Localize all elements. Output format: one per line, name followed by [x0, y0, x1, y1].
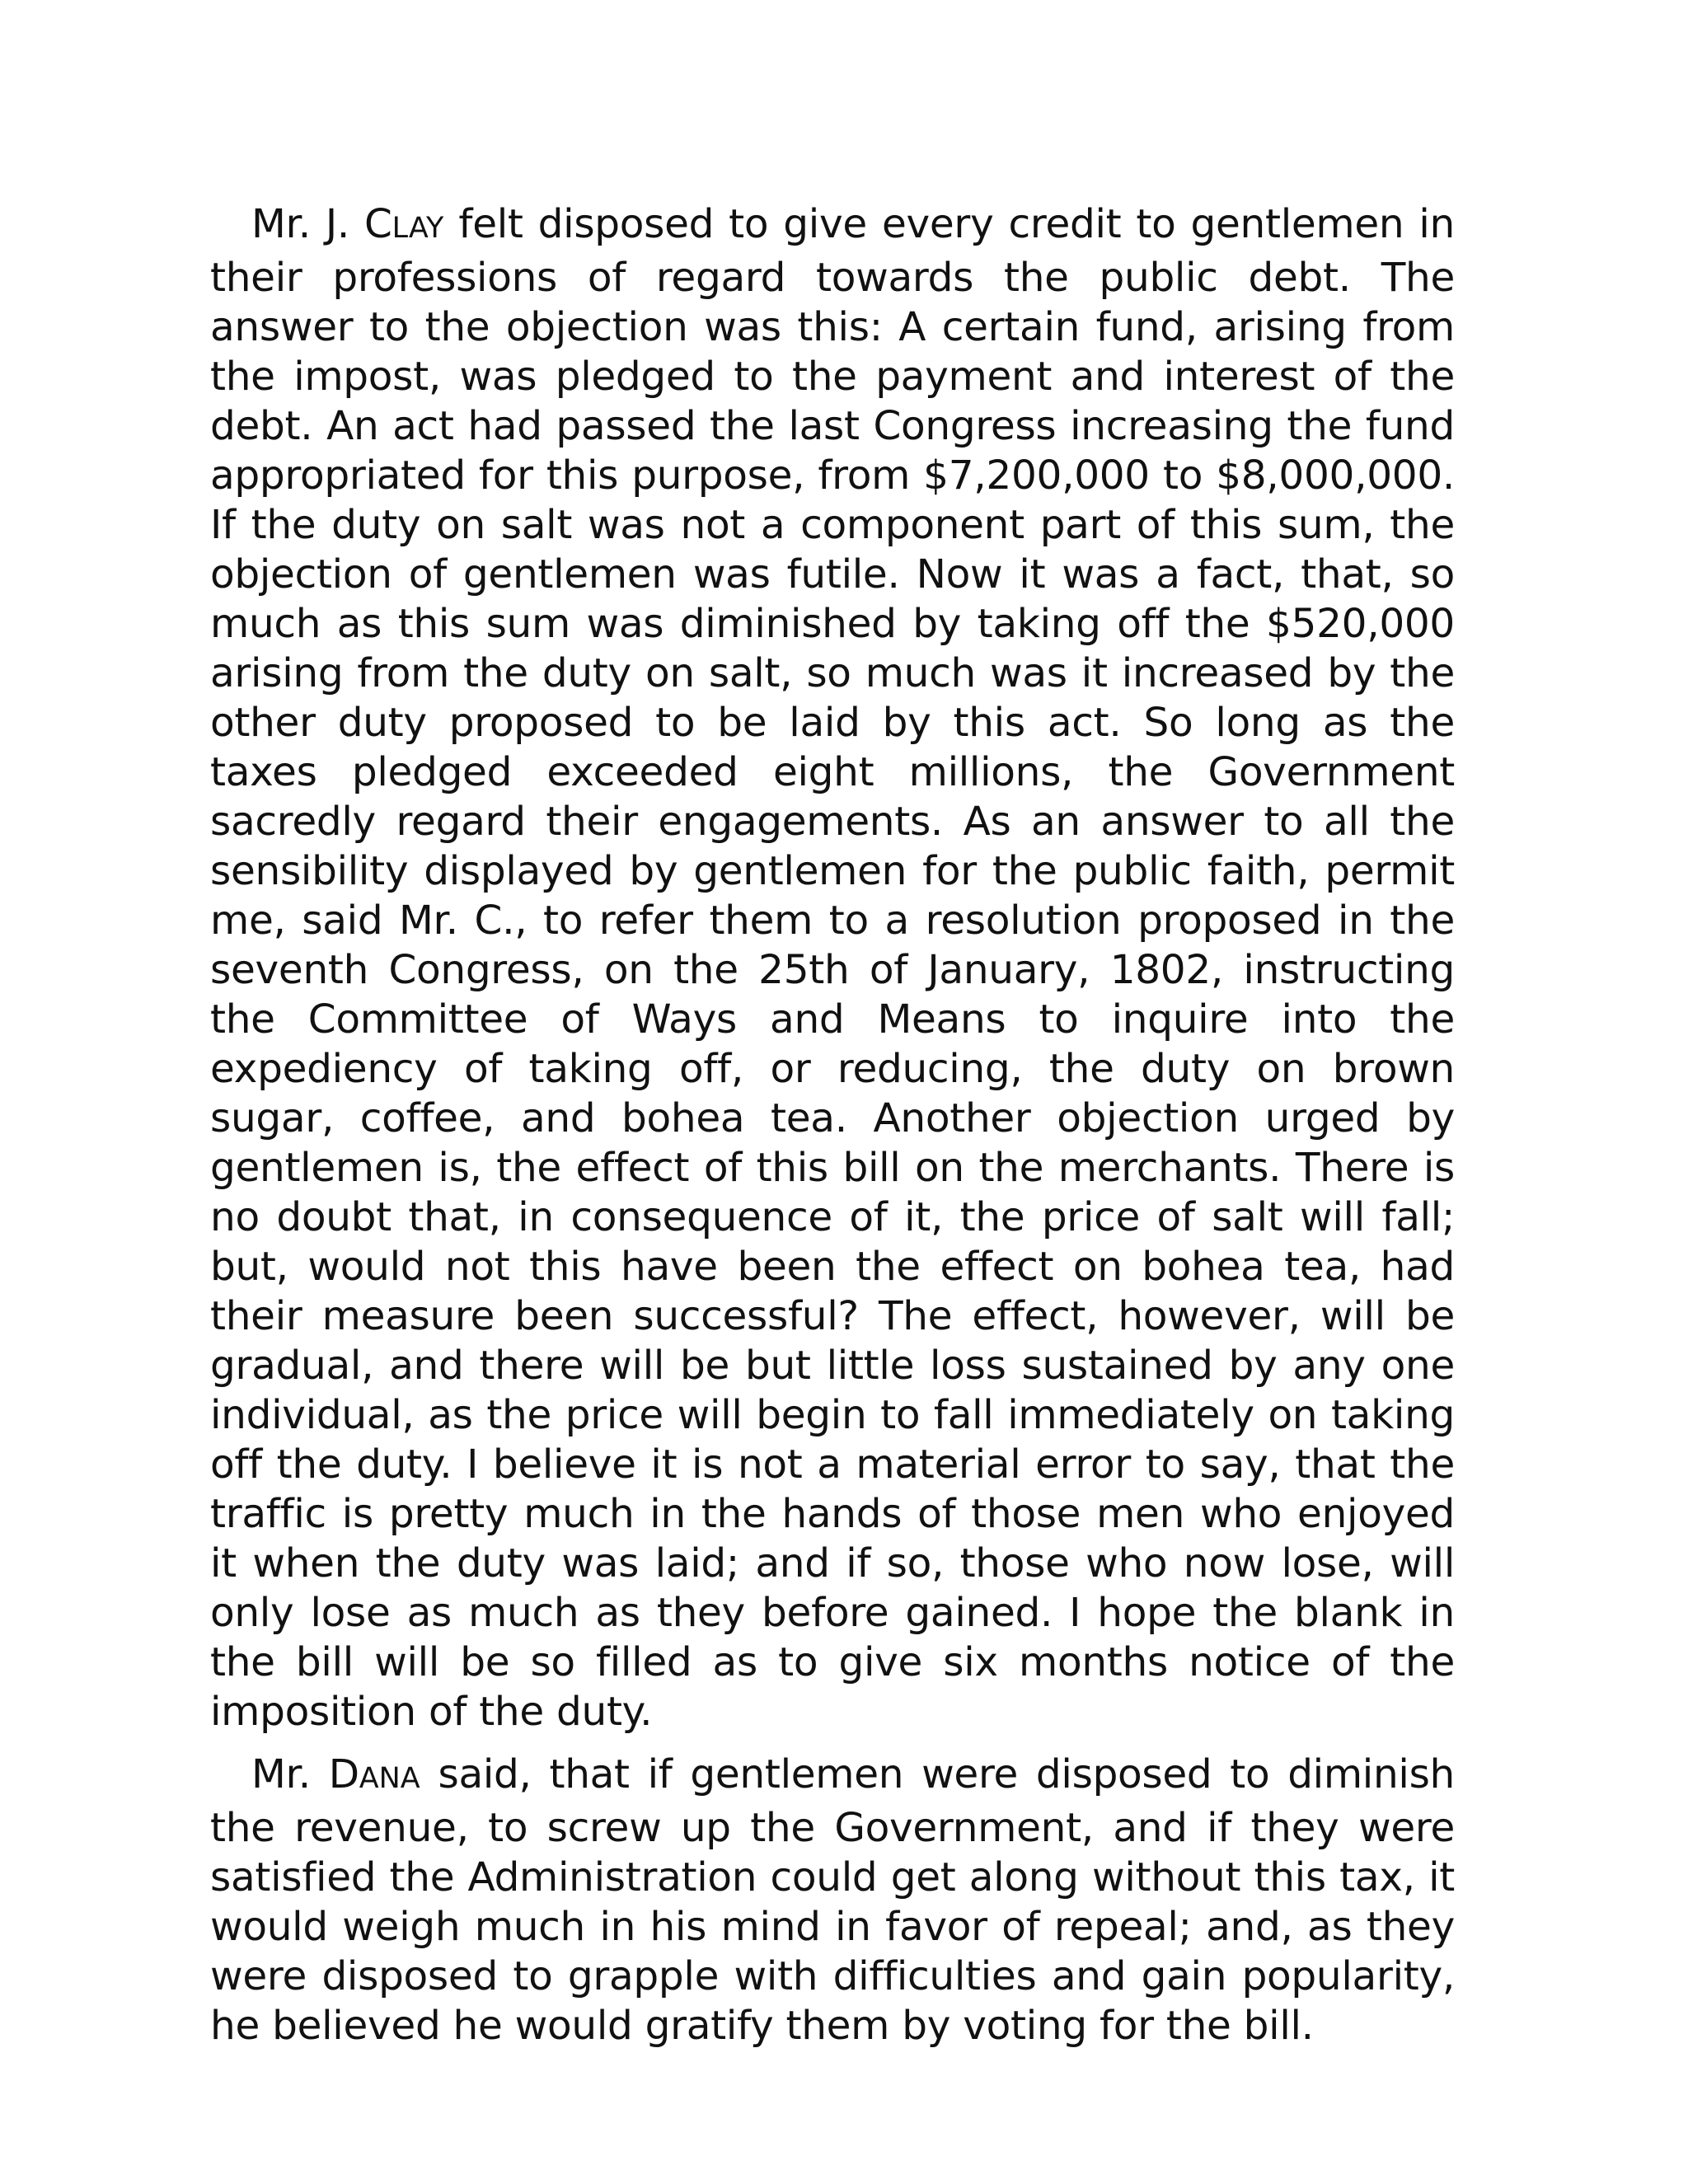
paragraph-body: felt disposed to give every credit to gentlemen in their professions of regard towards the public debt. The answer to the objection was this: A certain fund, arising from the impost, was pledged to the payment and interest of the debt. An act had passed the last Congress increasing the fund appropriated for this purpose, from $7,200,000 to $8,000,000. If the duty on salt was not a component part of this sum, the objection of gentlemen was futile. Now it was a fact, that, so much as this sum was diminished by taking off the $520,000 arising from the duty on salt, so much was it increased by the other duty proposed to be laid by this act. So long as the taxes pledged exceeded eight millions, the Government sacredly regard their engagements. As an answer to all the sensibility displayed by gentlemen for the public faith, permit me, said Mr. C., to refer them to a resolution proposed in the seventh Congress, on the 25th of January, 1802, instructing the Committee of Ways and Means to inquire into the expediency of taking off, or reducing, the duty on brown sugar, coffee, and bohea tea. Another objection urged by gentlemen is, the effect of this bill on the merchants. There is no doubt that, in consequence of it, the price of salt will fall; but, would not this have been the effect on bohea tea, had their measure been successful? The effect, however, will be gradual, and there will be but little loss sustained by any one individual, as the price will begin to fall immediately on taking off the duty. I believe it is not a material error to say, that the traffic is pretty much in the hands of those men who enjoyed it when the duty was laid; and if so, those who now lose, will only lose as much as they before gained. I hope the blank in the bill will be so filled as to give six months notice of the imposition of the duty.	[210, 201, 1455, 1735]
paragraph-body: said, that if gentlemen were disposed to diminish the revenue, to screw up the Government, and if they were satisfied the Administration could get along without this tax, it would weigh much in his mind in favor of repeal; and, as they were disposed to grapple with difficulties and gain popularity, he believed he would gratify them by voting for the bill.	[210, 1751, 1455, 2049]
paragraph-clay	[210, 199, 1455, 1736]
document-page	[210, 199, 1455, 2050]
speaker-name-smallcaps: LAY	[392, 212, 444, 245]
speaker-name-smallcaps: ANA	[359, 1762, 420, 1795]
speaker-name-prefix: Mr. J. C	[251, 201, 392, 247]
speaker-name-prefix: Mr. D	[251, 1751, 359, 1797]
paragraph-dana	[210, 1750, 1455, 2050]
